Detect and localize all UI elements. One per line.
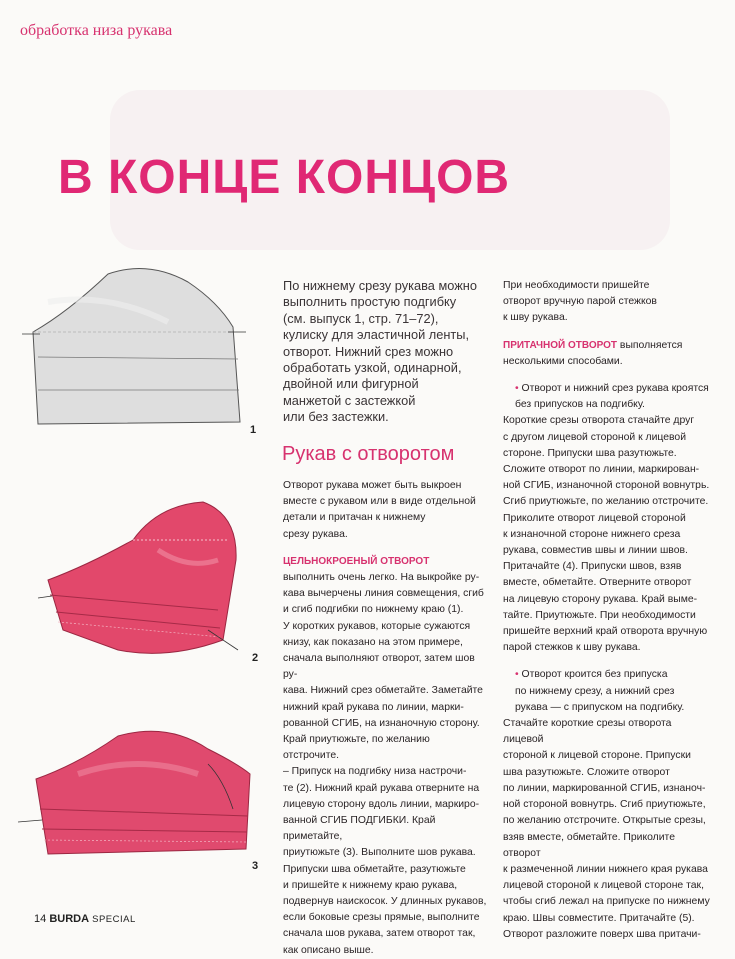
bullet-text: Отворот и нижний срез рукава кроятся xyxy=(521,383,709,395)
bullet-line: без припусков на подгибку. xyxy=(515,399,645,411)
intro-line: или без застежки. xyxy=(283,409,389,425)
text-line: нижний край рукава по линии, марки- xyxy=(283,701,464,713)
page-title: В КОНЦЕ КОНЦОВ xyxy=(58,151,511,204)
text-line: рукава, совместив швы и линии швов. xyxy=(503,545,688,557)
text-line: с другом лицевой стороной к лицевой xyxy=(503,431,687,443)
text-line: При необходимости пришейте xyxy=(503,280,650,291)
text-line: чтобы сгиб лежал на припуске по нижнему xyxy=(503,896,710,908)
section-heading: обработка низа рукава xyxy=(20,22,173,39)
intro-paragraph xyxy=(283,278,483,426)
column-a xyxy=(283,478,488,959)
text-line: парой стежков к шву рукава. xyxy=(503,642,641,654)
figure-1-grey-sleeve xyxy=(28,262,248,437)
text-line: по желанию отстрочите. Открытые срезы, xyxy=(503,815,706,827)
text-line: взяв вместе, обметайте. Приколите отворот xyxy=(503,831,675,859)
text-line: если боковые срезы прямые, выполните xyxy=(283,912,480,924)
text-line: и сгиб подгибки по нижнему краю (1). xyxy=(283,604,464,616)
brand-name: BURDA xyxy=(49,913,90,925)
text-line: пришейте верхний край отворота вручную xyxy=(503,626,708,638)
bullet-line: по нижнему срезу, а нижний срез xyxy=(515,685,675,697)
intro-line: выполнить простую подгибку xyxy=(283,294,457,310)
intro-line: (см. выпуск 1, стр. 71–72), xyxy=(283,310,439,326)
text-line: тайте. Приутюжьте. При необходимости xyxy=(503,609,696,621)
text-line: к размеченной линии нижнего края рукава xyxy=(503,863,708,875)
figure-3-label: 3 xyxy=(252,860,259,872)
bullet-line xyxy=(503,667,713,683)
subheading: Рукав с отворотом xyxy=(282,443,455,465)
intro-line: обработать узкой, одинарной, xyxy=(283,360,462,376)
text-line: вместе, обметайте. Отверните отворот xyxy=(503,577,692,589)
caps-heading: ПРИТАЧНОЙ ОТВОРОТ xyxy=(503,339,618,351)
bullet-icon: • xyxy=(515,383,519,395)
caps-heading: ЦЕЛЬНОКРОЕНЫЙ ОТВОРОТ xyxy=(283,555,430,567)
text-line: – Припуск на подгибку низа настрочи- xyxy=(283,766,467,778)
text-line: несколькими способами. xyxy=(503,355,623,367)
page-footer xyxy=(34,913,136,925)
caps-rest: выполняется xyxy=(617,339,683,351)
text-line: приутюжьте (3). Выполните шов рукава. xyxy=(283,847,476,859)
text-line: и пришейте к нижнему краю рукава, xyxy=(283,879,458,891)
figure-2-pink-sleeve xyxy=(38,500,243,665)
text-line: лицевой стороной к лицевой стороне так, xyxy=(503,880,704,892)
text-line: Край приутюжьте, по желанию отстрочите. xyxy=(283,734,430,762)
text-line: Сложите отворот по линии, маркирован- xyxy=(503,464,700,476)
text-line: срезу рукава. xyxy=(283,528,348,540)
bullet-line xyxy=(503,381,713,397)
text-line: выполнить очень легко. На выкройке ру- xyxy=(283,572,480,584)
caps-heading-line xyxy=(503,338,713,354)
text-line: Приколите отворот лицевой стороной xyxy=(503,512,686,524)
bullet-line: рукава — с припуском на подгибку. xyxy=(515,701,685,713)
intro-line: манжетой с застежкой xyxy=(283,392,416,408)
text-line: отворот вручную парой стежков xyxy=(503,296,657,308)
text-line: Отворот разложите поверх шва притачи- xyxy=(503,928,701,940)
text-line: подвернув наискосок. У длинных рукавов, xyxy=(283,896,487,908)
text-line: ной СГИБ, изнаночной стороной вовнутрь. xyxy=(503,480,710,492)
bullet-icon: • xyxy=(515,669,519,681)
text-line: ной стороной вовнутрь. Сгиб приутюжьте, xyxy=(503,799,706,811)
intro-line: По нижнему срезу рукава можно xyxy=(283,278,477,293)
bullet-text: Отворот кроится без припуска xyxy=(521,669,668,681)
text-line: сначала выполняют отворот, затем шов ру- xyxy=(283,653,475,681)
text-line: по линии, маркированной СГИБ, изнаноч- xyxy=(503,782,706,794)
text-line: книзу, как показано на этом примере, xyxy=(283,636,463,648)
brand-edition: SPECIAL xyxy=(92,914,136,925)
page-number: 14 xyxy=(34,913,47,925)
text-line: на лицевую сторону рукава. Край выме- xyxy=(503,593,698,605)
figure-1-label: 1 xyxy=(250,424,257,436)
intro-line: отворот. Нижний срез можно xyxy=(283,343,454,359)
text-line: к шву рукава. xyxy=(503,312,568,324)
text-line: к изнаночной стороне нижнего среза xyxy=(503,528,681,540)
text-line: как описано выше. xyxy=(283,944,374,956)
text-line: Стачайте короткие срезы отворота лицевой xyxy=(503,718,672,746)
text-line: Притачайте (4). Припуски швов, взяв xyxy=(503,561,682,573)
text-line: У коротких рукавов, которые сужаются xyxy=(283,620,471,632)
text-line: Сгиб приутюжьте, по желанию отстрочите. xyxy=(503,496,709,508)
text-line: кава вычерчены линия совмещения, сгиб xyxy=(283,588,484,600)
text-line: вместе с рукавом или в виде отдельной xyxy=(283,496,476,508)
text-line: шва разутюжьте. Сложите отворот xyxy=(503,766,670,778)
intro-line: кулиску для эластичной ленты, xyxy=(283,327,470,343)
text-line: сначала шов рукава, затем отворот так, xyxy=(283,928,476,940)
column-b xyxy=(503,278,713,943)
text-line: стороной к лицевой стороне. Припуски xyxy=(503,750,691,762)
text-line: кава. Нижний срез обметайте. Заметайте xyxy=(283,685,483,697)
figure-2-label: 2 xyxy=(252,652,259,664)
text-line: рованной СГИБ, на изнаночную сторону. xyxy=(283,717,480,729)
text-line: ванной СГИБ ПОДГИБКИ. Край приметайте, xyxy=(283,815,436,843)
text-line: Короткие срезы отворота стачайте друг xyxy=(503,415,695,427)
text-line: Отворот рукава может быть выкроен xyxy=(283,480,462,491)
intro-line: двойной или фигурной xyxy=(283,376,419,392)
text-line: те (2). Нижний край рукава отверните на xyxy=(283,782,480,794)
text-line: детали и притачан к нижнему xyxy=(283,512,426,524)
text-line: краю. Швы совместите. Притачайте (5). xyxy=(503,912,695,924)
text-line: Припуски шва обметайте, разутюжьте xyxy=(283,863,466,875)
text-line: стороне. Припуски шва разутюжьте. xyxy=(503,447,677,459)
figure-3-pink-sleeve xyxy=(18,724,258,864)
text-line: лицевую сторону вдоль линии, маркиро- xyxy=(283,798,480,810)
